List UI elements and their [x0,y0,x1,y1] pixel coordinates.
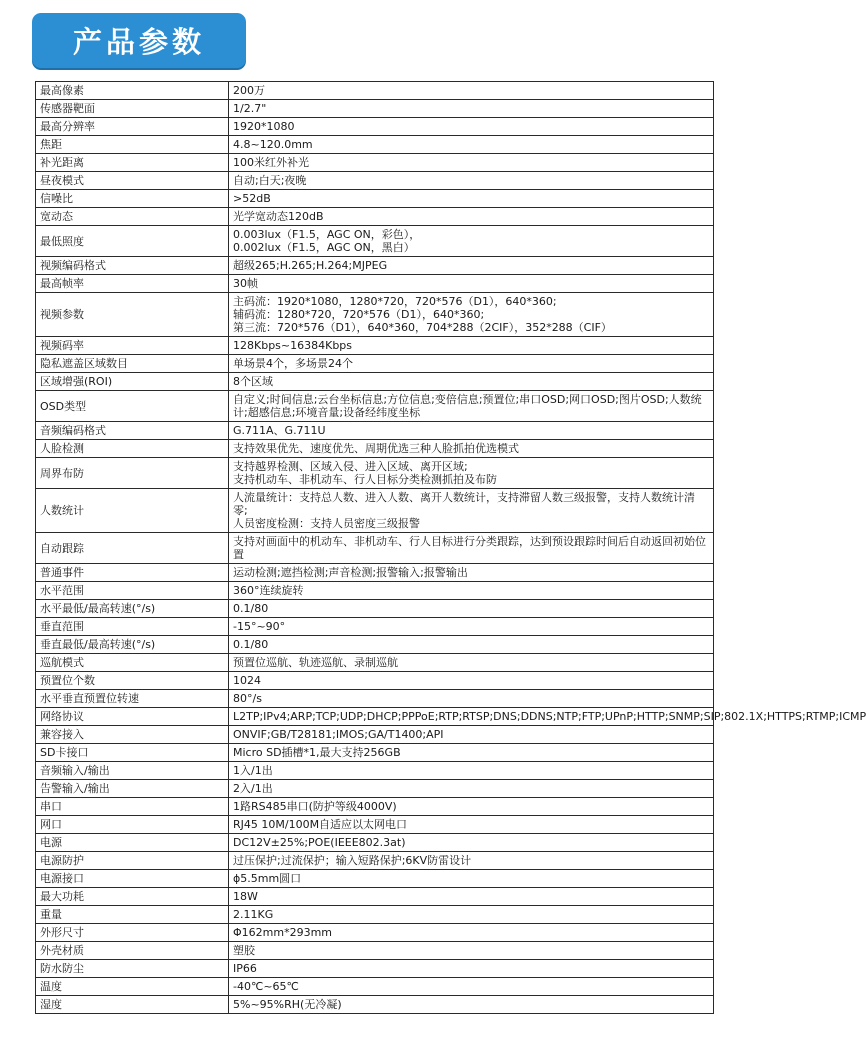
spec-label: 普通事件 [36,564,229,582]
spec-value: 支持越界检测、区域入侵、进入区域、离开区域; 支持机动车、非机动车、行人目标分类检测抓拍及布防 [229,458,714,489]
table-row [36,888,714,906]
table-row [36,154,714,172]
spec-value: 1路RS485串口(防护等级4000V) [229,798,714,816]
table-row [36,582,714,600]
table-row [36,373,714,391]
table-row [36,564,714,582]
spec-value: 200万 [229,82,714,100]
spec-label: 预置位个数 [36,672,229,690]
spec-value: 80°/s [229,690,714,708]
spec-label: 湿度 [36,996,229,1014]
spec-value: 4.8~120.0mm [229,136,714,154]
spec-label: 传感器靶面 [36,100,229,118]
table-row [36,355,714,373]
spec-label: 串口 [36,798,229,816]
table-row [36,870,714,888]
table-row [36,391,714,422]
table-row [36,100,714,118]
spec-label: 焦距 [36,136,229,154]
spec-value: ONVIF;GB/T28181;IMOS;GA/T1400;API [229,726,714,744]
table-row [36,636,714,654]
spec-value: 2入/1出 [229,780,714,798]
spec-value: 支持效果优先、速度优先、周期优选三种人脸抓拍优选模式 [229,440,714,458]
spec-label: 最高分辨率 [36,118,229,136]
spec-label: 最低照度 [36,226,229,257]
table-row [36,82,714,100]
spec-value: 主码流：1920*1080，1280*720，720*576（D1），640*360; 辅码流：1280*720，720*576（D1），640*360; 第三流：720*576（D1），640*360，704*288（2CIF），352*288（CIF） [229,293,714,337]
spec-value: IP66 [229,960,714,978]
spec-label: 垂直范围 [36,618,229,636]
spec-value: 塑胶 [229,942,714,960]
spec-label: 人数统计 [36,489,229,533]
spec-label: 电源防护 [36,852,229,870]
spec-label: 水平垂直预置位转速 [36,690,229,708]
table-row [36,672,714,690]
spec-label: 外壳材质 [36,942,229,960]
spec-value: 18W [229,888,714,906]
spec-label: 音频编码格式 [36,422,229,440]
spec-label: 告警输入/输出 [36,780,229,798]
spec-value: >52dB [229,190,714,208]
spec-label: 防水防尘 [36,960,229,978]
spec-value: Φ162mm*293mm [229,924,714,942]
table-row [36,618,714,636]
spec-label: 视频编码格式 [36,257,229,275]
spec-value: RJ45 10M/100M自适应以太网电口 [229,816,714,834]
table-row [36,422,714,440]
table-row [36,337,714,355]
page-title: 产品参数 [72,25,205,59]
spec-label: 重量 [36,906,229,924]
table-row [36,118,714,136]
table-row [36,172,714,190]
spec-label: 网络协议 [36,708,229,726]
table-row [36,489,714,533]
table-row [36,226,714,257]
spec-value: 支持对画面中的机动车、非机动车、行人目标进行分类跟踪，达到预设跟踪时间后自动返回初始位置 [229,533,714,564]
spec-value: 1/2.7" [229,100,714,118]
spec-label: 补光距离 [36,154,229,172]
spec-value: 1入/1出 [229,762,714,780]
spec-label: 周界布防 [36,458,229,489]
spec-label: 音频输入/输出 [36,762,229,780]
spec-label: 水平最低/最高转速(°/s) [36,600,229,618]
spec-value: 0.1/80 [229,600,714,618]
spec-value: 0.1/80 [229,636,714,654]
spec-value: 360°连续旋转 [229,582,714,600]
spec-value: 8个区域 [229,373,714,391]
spec-label: 水平范围 [36,582,229,600]
spec-value: 1920*1080 [229,118,714,136]
spec-value: L2TP;IPv4;ARP;TCP;UDP;DHCP;PPPoE;RTP;RTSP;DNS;DDNS;NTP;FTP;UPnP;HTTP;SNMP;SIP;802.1X;HTTPS;RTMP;ICMP [229,708,714,726]
spec-label: 电源 [36,834,229,852]
spec-label: 信噪比 [36,190,229,208]
spec-value: DC12V±25%;POE(IEEE802.3at) [229,834,714,852]
table-row [36,906,714,924]
table-row [36,136,714,154]
spec-label: 最高像素 [36,82,229,100]
spec-value: -40℃~65℃ [229,978,714,996]
spec-value: 1024 [229,672,714,690]
spec-value: ϕ5.5mm圆口 [229,870,714,888]
spec-table [35,81,866,1014]
title-banner [32,13,246,68]
table-row [36,208,714,226]
spec-value: 自动;白天;夜晚 [229,172,714,190]
spec-value: 单场景4个，多场景24个 [229,355,714,373]
spec-label: 最高帧率 [36,275,229,293]
table-row [36,762,714,780]
spec-value: 100米红外补光 [229,154,714,172]
spec-label: 区域增强(ROI) [36,373,229,391]
spec-value: 5%~95%RH(无冷凝) [229,996,714,1014]
table-row [36,690,714,708]
spec-value: 0.003lux（F1.5，AGC ON，彩色）， 0.002lux（F1.5，AGC ON，黑白） [229,226,714,257]
spec-value: 自定义;时间信息;云台坐标信息;方位信息;变倍信息;预置位;串口OSD;网口OSD;图片OSD;人数统计;超感信息;环境音量;设备经纬度坐标 [229,391,714,422]
table-row [36,600,714,618]
spec-value: 128Kbps~16384Kbps [229,337,714,355]
spec-label: 隐私遮盖区域数目 [36,355,229,373]
spec-label: 视频参数 [36,293,229,337]
spec-label: OSD类型 [36,391,229,422]
spec-value: 过压保护;过流保护；输入短路保护;6KV防雷设计 [229,852,714,870]
table-row [36,852,714,870]
spec-label: SD卡接口 [36,744,229,762]
spec-value: 运动检测;遮挡检测;声音检测;报警输入;报警输出 [229,564,714,582]
spec-value: 光学宽动态120dB [229,208,714,226]
table-row [36,708,714,726]
table-row [36,834,714,852]
spec-label: 视频码率 [36,337,229,355]
table-row [36,440,714,458]
table-row [36,275,714,293]
spec-label: 电源接口 [36,870,229,888]
spec-label: 巡航模式 [36,654,229,672]
spec-value: 超级265;H.265;H.264;MJPEG [229,257,714,275]
spec-label: 自动跟踪 [36,533,229,564]
table-row [36,942,714,960]
spec-label: 兼容接入 [36,726,229,744]
spec-value: 30帧 [229,275,714,293]
table-row [36,190,714,208]
table-row [36,978,714,996]
spec-label: 最大功耗 [36,888,229,906]
spec-value: -15°~90° [229,618,714,636]
spec-value: 预置位巡航、轨迹巡航、录制巡航 [229,654,714,672]
table-row [36,798,714,816]
table-row [36,293,714,337]
table-row [36,780,714,798]
spec-label: 人脸检测 [36,440,229,458]
table-row [36,654,714,672]
table-row [36,924,714,942]
spec-value: Micro SD插槽*1,最大支持256GB [229,744,714,762]
spec-label: 外形尺寸 [36,924,229,942]
table-row [36,816,714,834]
table-row [36,960,714,978]
table-row [36,458,714,489]
table-row [36,726,714,744]
table-row [36,744,714,762]
spec-value: G.711A、G.711U [229,422,714,440]
spec-label: 温度 [36,978,229,996]
spec-label: 垂直最低/最高转速(°/s) [36,636,229,654]
spec-label: 宽动态 [36,208,229,226]
table-row [36,257,714,275]
spec-label: 昼夜模式 [36,172,229,190]
table-row [36,533,714,564]
table-row [36,996,714,1014]
spec-table-body [36,82,866,1014]
spec-value: 2.11KG [229,906,714,924]
spec-label: 网口 [36,816,229,834]
spec-value: 人流量统计：支持总人数、进入人数、离开人数统计，支持滞留人数三级报警，支持人数统计清零; 人员密度检测：支持人员密度三级报警 [229,489,714,533]
